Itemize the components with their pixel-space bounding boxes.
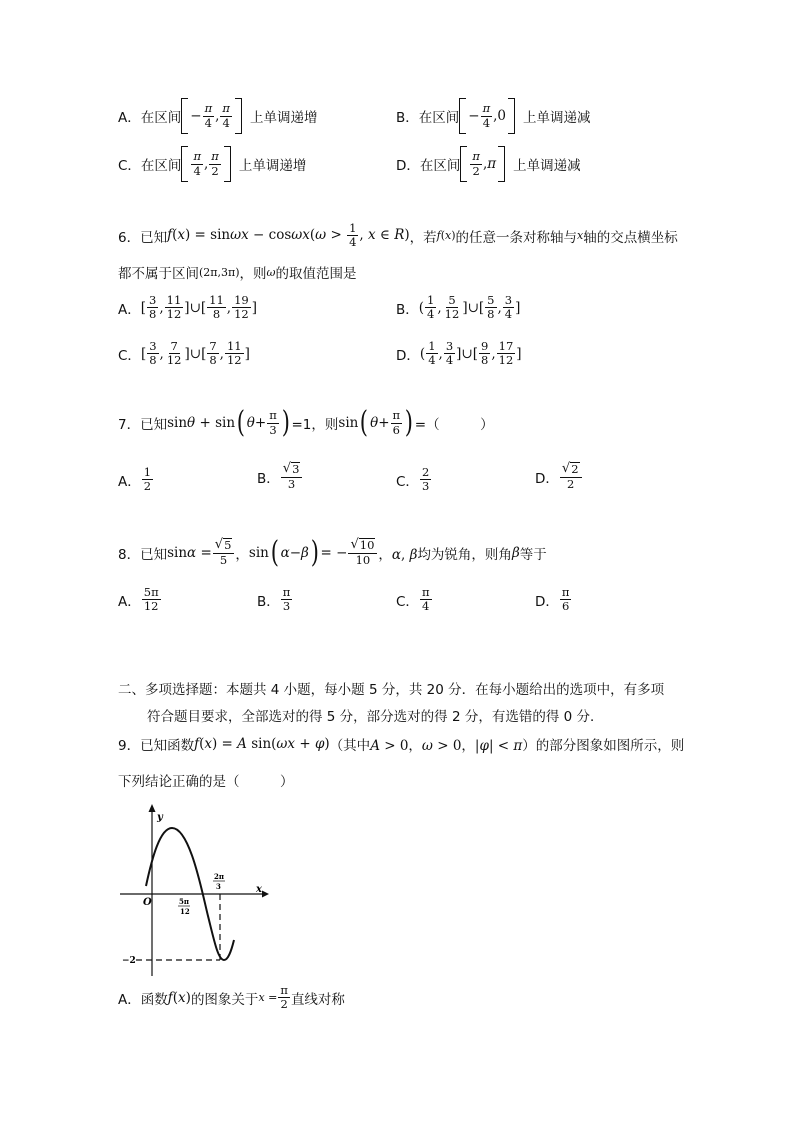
q8-option-b: B． π 3	[257, 585, 291, 614]
q6-formula: f(x) = sinωx − cosωx(ω > $\frac{1}{4}$ , x ∈ R)	[167, 221, 410, 250]
q8-option-c: C． π 4	[396, 585, 430, 614]
q7-option-a: A． 1 2	[118, 465, 152, 494]
q5-option-d: D．在区间 π 2 , π 上单调递减	[396, 146, 581, 182]
q6-option-c: C． [ 3 8 , 7 12 ]∪[ 7 8 , 11 12 ]	[118, 339, 250, 368]
q7-option-d: D． √ 2 2	[535, 462, 583, 491]
q9-option-a: A．函数 f(x) 的图象关于 x = $\frac{\pi}{2}$ 直线对称	[118, 983, 345, 1012]
section2-heading-line2: 符合题目要求，全部选对的得 5 分，部分选对的得 2 分，有选错的得 0 分．	[147, 709, 604, 725]
y-label: y	[157, 812, 163, 823]
q9-stem-line1: 9．已知函数 f(x) = A sin(ωx + φ) （其中 A > 0，ω > 0，|φ| < π ）的部分图象如图所示，则	[118, 736, 685, 754]
tick2-den: 3	[216, 882, 221, 891]
q6-stem-line2: 都不属于区间 (2π,3π) ，则 ω 的取值范围是	[118, 265, 357, 282]
q7-stem: 7．已知 sinθ + sin ( θ + π 3 ) =1，则 sin ( θ + π 6 ) =（ ）	[118, 405, 494, 440]
section2-heading-line1: 二、多项选择题：本题共 4 小题，每小题 5 分，共 20 分．在每小题给出的选项中，有多项	[118, 682, 665, 698]
q8-option-a: A． 5π 12	[118, 585, 159, 614]
tick2-num: 2π	[214, 872, 224, 881]
tick1-num: 5π	[179, 897, 189, 906]
tick1-den: 12	[180, 907, 190, 916]
x-axis-arrow	[262, 891, 269, 898]
q8-option-d: D． π 6	[535, 585, 570, 614]
q5-option-b: B．在区间 − π 4 ,0 上单调递减	[396, 98, 591, 134]
q6-option-d: D． ( 1 4 , 3 4 ]∪[ 9 8 , 17 12 ]	[396, 339, 522, 368]
q7-option-b: B． √ 3 3	[257, 462, 303, 491]
q7-option-c: C． 2 3	[396, 465, 430, 494]
x-label: x	[256, 884, 262, 895]
q9-graph	[116, 800, 272, 980]
q6-stem-line1: 6．已知 f(x) = sinωx − cosωx(ω > $\frac{1}{4}$ , x ∈ R) ，若 f(x) 的任意一条对称轴与 x 轴的交点横坐标	[118, 221, 678, 250]
q5-option-a: A．在区间 − π 4 , π 4 上单调递增	[118, 98, 317, 134]
ymin-label: −2	[122, 956, 136, 966]
q9-stem-line2: 下列结论正确的是（ ）	[118, 774, 294, 790]
q8-stem: 8．已知 sinα = √ 5 5 ， sin ( α − β ) = − √ 10 10 ，α, β 均为锐角，则角 β 等于	[118, 535, 547, 570]
q6-option-b: B． ( 1 4 , 5 12 ]∪[ 5 8 , 3 4 ]	[396, 293, 521, 322]
q5-option-c: C．在区间 π 4 , π 2 上单调递增	[118, 146, 306, 182]
q6-option-a: A． [ 3 8 , 11 12 ]∪[ 11 8 , 19 12 ]	[118, 293, 258, 322]
origin-label: O	[143, 897, 152, 908]
y-axis-arrow	[149, 804, 156, 812]
